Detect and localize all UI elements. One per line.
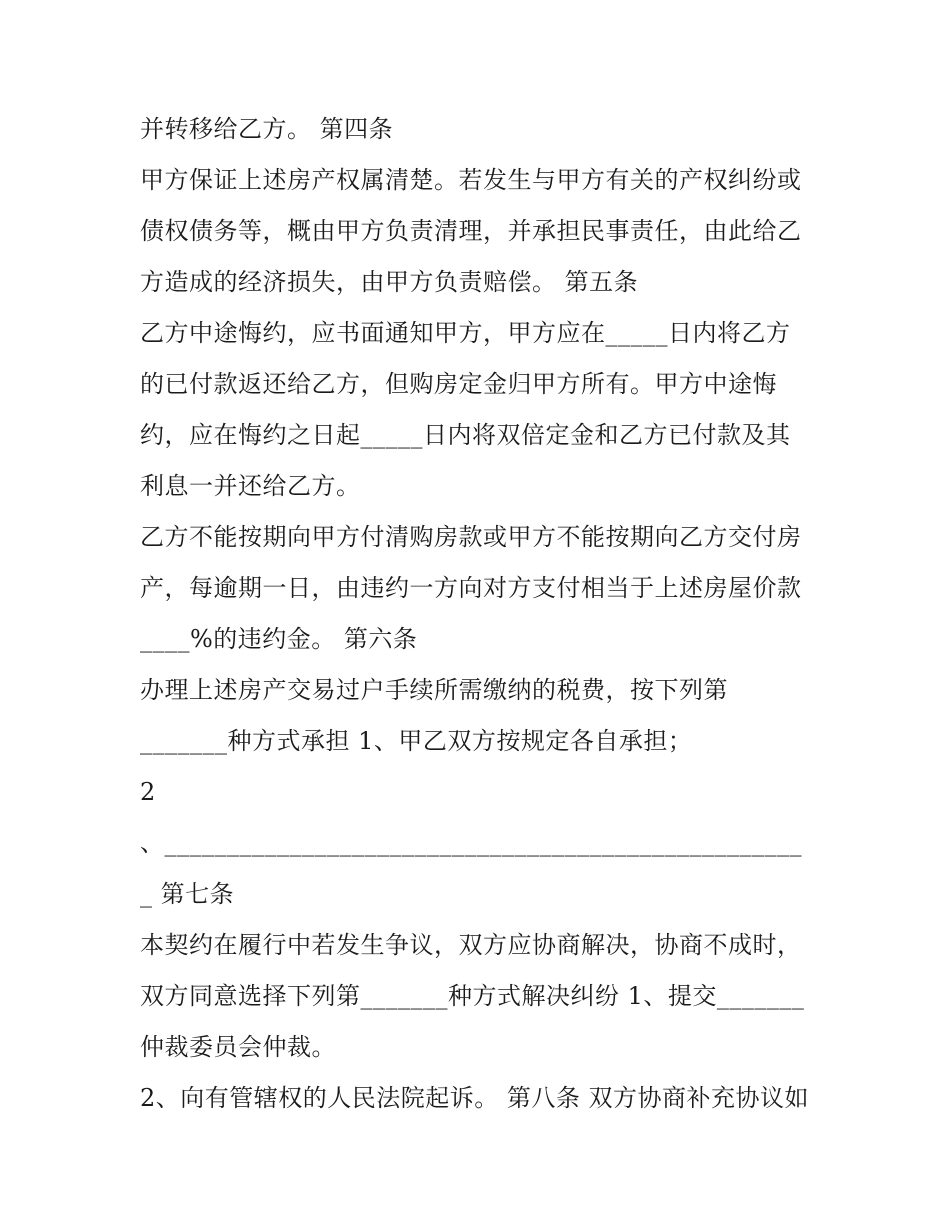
text-line: 约，应在悔约之日起_____日内将双倍定金和乙方已付款及其 [140,421,791,449]
text-line: _______种方式承担 1、甲乙双方按规定各自承担； [140,727,693,755]
text-line: 双方同意选择下列第_______种方式解决纠纷 1、提交_______ [140,982,805,1010]
text-line: ____%的违约金。 第六条 [140,625,418,653]
text-line: 办理上述房产交易过户手续所需缴纳的税费，按下列第 [140,676,728,704]
text-line: 债权债务等，概由甲方负责清理，并承担民事责任，由此给乙 [140,217,802,245]
text-line: 产，每逾期一日，由违约一方向对方支付相当于上述房屋价款 [140,574,802,602]
text-line: 乙方不能按期向甲方付清购房款或甲方不能按期向乙方交付房 [140,523,802,551]
text-line: 并转移给乙方。 第四条 [140,115,394,143]
text-line: 仲裁委员会仲裁。 [140,1033,336,1061]
text-line: 、___________________________________________________ [140,829,802,857]
text-line: 甲方保证上述房产权属清楚。若发生与甲方有关的产权纠纷或 [140,166,802,194]
text-line: 方造成的经济损失，由甲方负责赔偿。 第五条 [140,268,639,296]
text-line: 利息一并还给乙方。 [140,472,361,500]
text-line: 2、向有管辖权的人民法院起诉。 第八条 双方协商补充协议如 [140,1084,810,1112]
text-line: 本契约在履行中若发生争议，双方应协商解决，协商不成时， [140,931,802,959]
text-line: 的已付款返还给乙方，但购房定金归甲方所有。甲方中途悔 [140,370,777,398]
text-line: 2 [140,778,156,806]
document-body [140,104,815,1124]
text-line: 乙方中途悔约，应书面通知甲方，甲方应在_____日内将乙方 [140,319,791,347]
text-line: _ 第七条 [140,880,235,908]
